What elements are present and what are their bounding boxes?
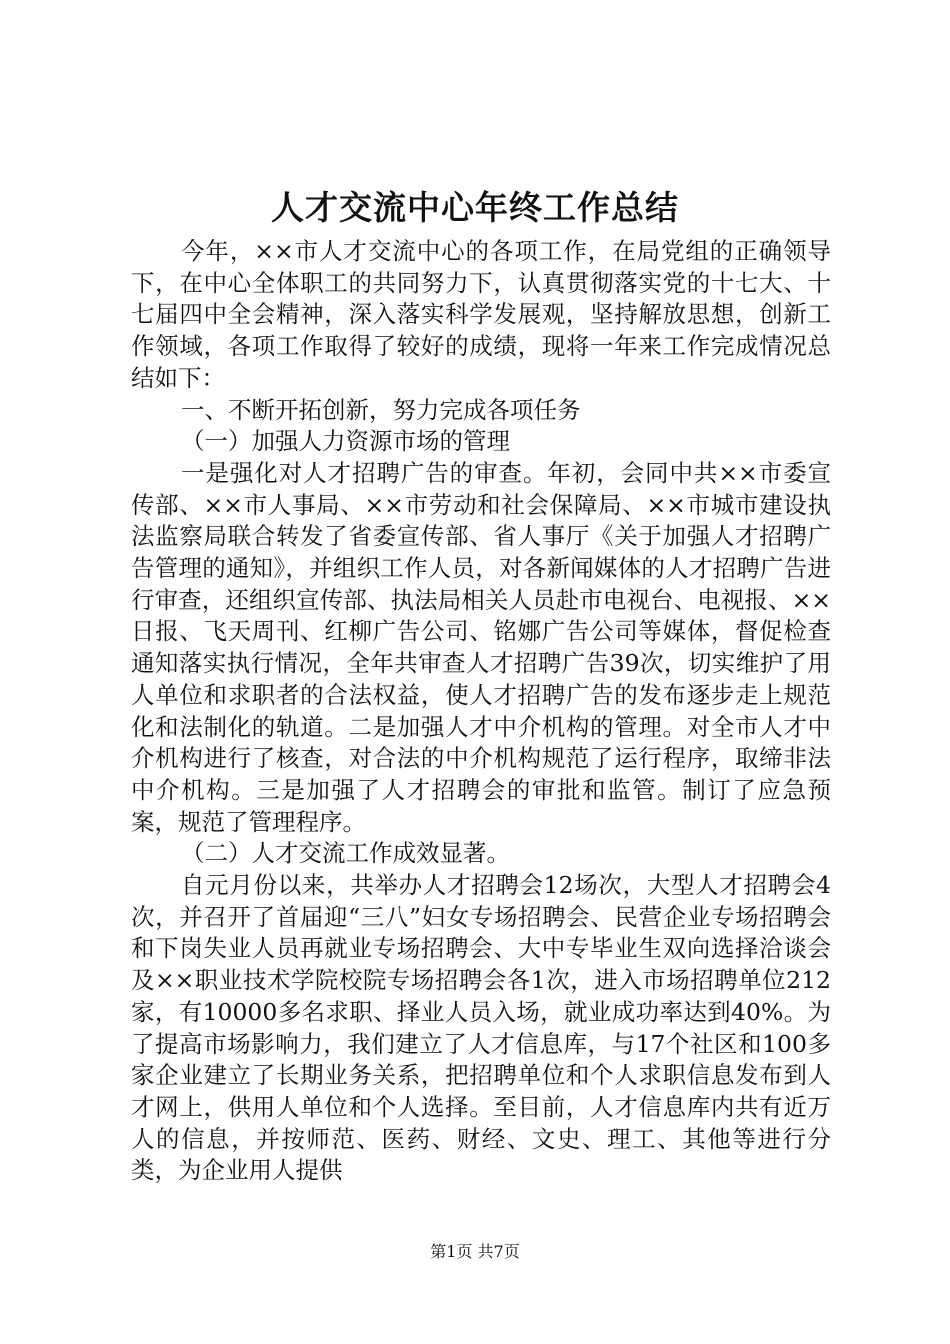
page-footer: 第1页 共7页 xyxy=(430,1242,520,1261)
section-heading-1: 一、不断开拓创新，努力完成各项任务 xyxy=(181,395,581,424)
paragraph-intro: 今年，××市人才交流中心的各项工作，在局党组的正确领导下，在中心全体职工的共同努力下，认真贯彻落实党的十七大、十七届四中全会精神，深入落实科学发展观，坚持解放思想，创新工作领域，各项工作取得了较好的成绩，现将一年来工作完成情况总结如下： xyxy=(131,237,831,392)
paragraph-market-management: 一是强化对人才招聘广告的审查。年初，会同中共××市委宣传部、××市人事局、××市劳动和社会保障局、××市城市建设执法监察局联合转发了省委宣传部、省人事厅《关于加强人才招聘广告管理的通知》，并组织工作人员，对各新闻媒体的人才招聘广告进行审查，还组织宣传部、执法局相关人员赴市电视台、电视报、××日报、飞天周刊、红柳广告公司、铭娜广告公司等媒体，督促检查通知落实执行情况，全年共审查人才招聘广告39次，切实维护了用人单位和求职者的合法权益，使人才招聘广告的发布逐步走上规范化和法制化的轨道。二是加强人才中介机构的管理。对全市人才中介机构进行了核查，对合法的中介机构规范了运行程序，取缔非法中介机构。三是加强了人才招聘会的审批和监管。制订了应急预案，规范了管理程序。 xyxy=(131,458,831,836)
document-body xyxy=(131,236,831,1187)
subsection-heading-2: （二）人才交流工作成效显著。 xyxy=(181,839,510,868)
paragraph-talent-exchange: 自元月份以来，共举办人才招聘会12场次，大型人才招聘会4次，并召开了首届迎“三八”妇女专场招聘会、民营企业专场招聘会和下岗失业人员再就业专场招聘会、大中专毕业生双向选择洽谈会及××职业技术学院校院专场招聘会各1次，进入市场招聘单位212家，有10000多名求职、择业人员入场，就业成功率达到40%。为了提高市场影响力，我们建立了人才信息库，与17个社区和100多家企业建立了长期业务关系，把招聘单位和个人求职信息发布到人才网上，供用人单位和个人选择。至目前，人才信息库内共有近万人的信息，并按师范、医药、财经、文史、理工、其他等进行分类，为企业用人提供 xyxy=(131,871,831,1185)
subsection-heading-1: （一）加强人力资源市场的管理 xyxy=(181,427,510,456)
document-title: 人才交流中心年终工作总结 xyxy=(271,188,679,227)
